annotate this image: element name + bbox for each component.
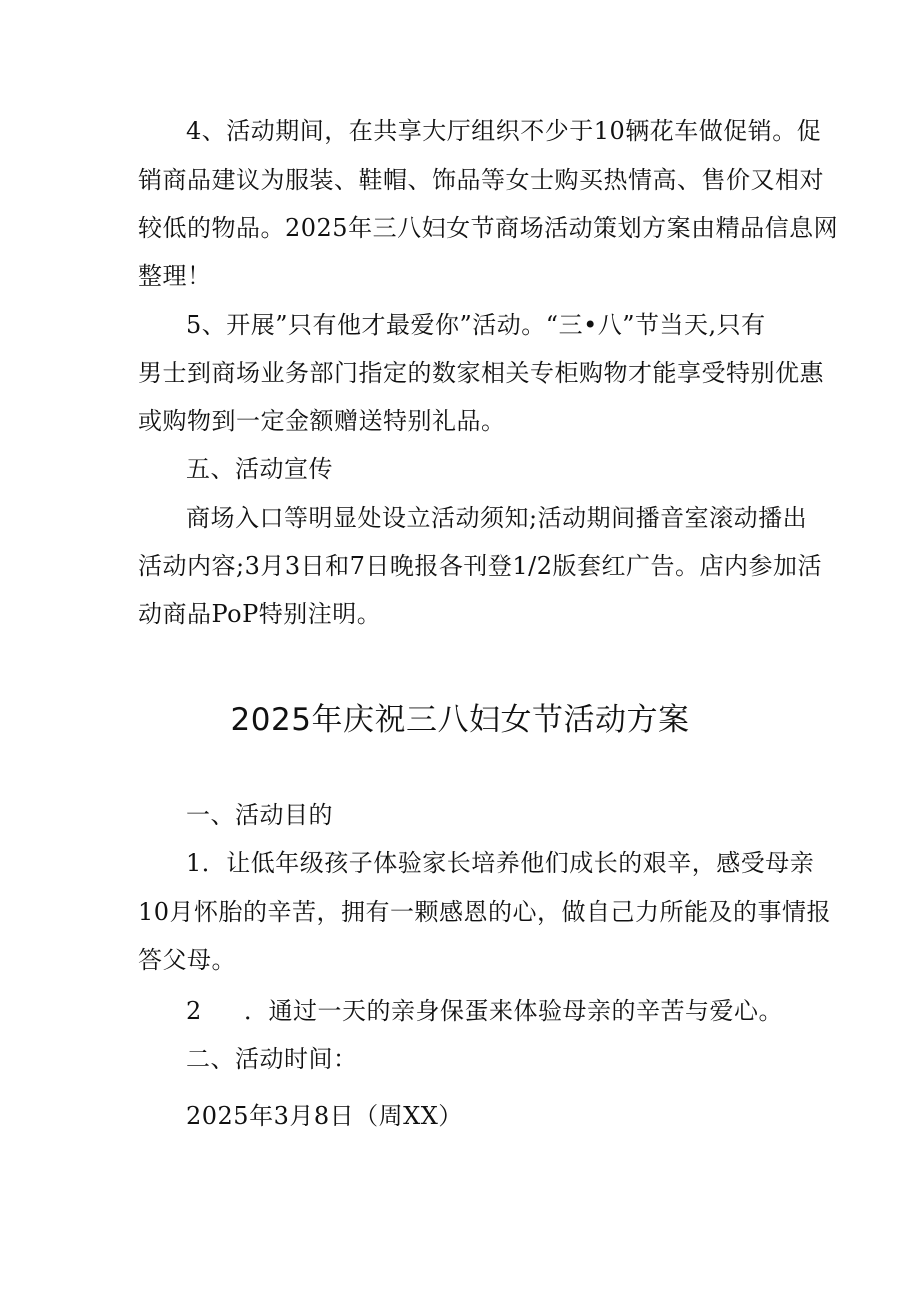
item5-line-3: 或购物到一定金额赠送特别礼品。 (138, 407, 506, 435)
document-title: 2025年庆祝三八妇女节活动方案 (230, 702, 690, 738)
goal1-line-2: 10月怀胎的辛苦，拥有一颗感恩的心，做自己力所能及的事情报 (138, 898, 832, 926)
event-date: 2025年3月8日（周XX） (186, 1102, 463, 1130)
promo-line-1: 商场入口等明显处设立活动须知;活动期间播音室滚动播出 (186, 504, 808, 532)
section-heading-purpose: 一、活动目的 (186, 801, 333, 829)
item5-line-2: 男士到商场业务部门指定的数家相关专柜购物才能享受特别优惠 (138, 359, 824, 387)
section-heading-time: 二、活动时间： (186, 1045, 358, 1073)
goal1-line-3: 答父母。 (138, 946, 236, 974)
goal1-line-1: 1．让低年级孩子体验家长培养他们成长的艰辛，感受母亲 (186, 849, 815, 877)
item4-line-2: 销商品建议为服装、鞋帽、饰品等女士购买热情高、售价又相对 (138, 166, 824, 194)
promo-line-3: 动商品PoP特别注明。 (138, 600, 382, 628)
section-heading-promotion: 五、活动宣传 (186, 455, 333, 483)
item5-line-1: 5、开展”只有他才最爱你”活动。“三•八”节当天,只有 (186, 311, 766, 339)
goal2-text: ．通过一天的亲身保蛋来体验母亲的辛苦与爱心。 (244, 997, 783, 1025)
promo-line-2: 活动内容;3月3日和7日晚报各刊登1/2版套红广告。店内参加活 (138, 552, 823, 580)
item4-line-3: 较低的物品。2025年三八妇女节商场活动策划方案由精品信息网 (138, 214, 839, 242)
goal2-number: 2 (186, 997, 202, 1025)
item4-line-1: 4、活动期间，在共享大厅组织不少于10辆花车做促销。促 (186, 117, 822, 145)
item4-line-4: 整理！ (138, 262, 212, 290)
